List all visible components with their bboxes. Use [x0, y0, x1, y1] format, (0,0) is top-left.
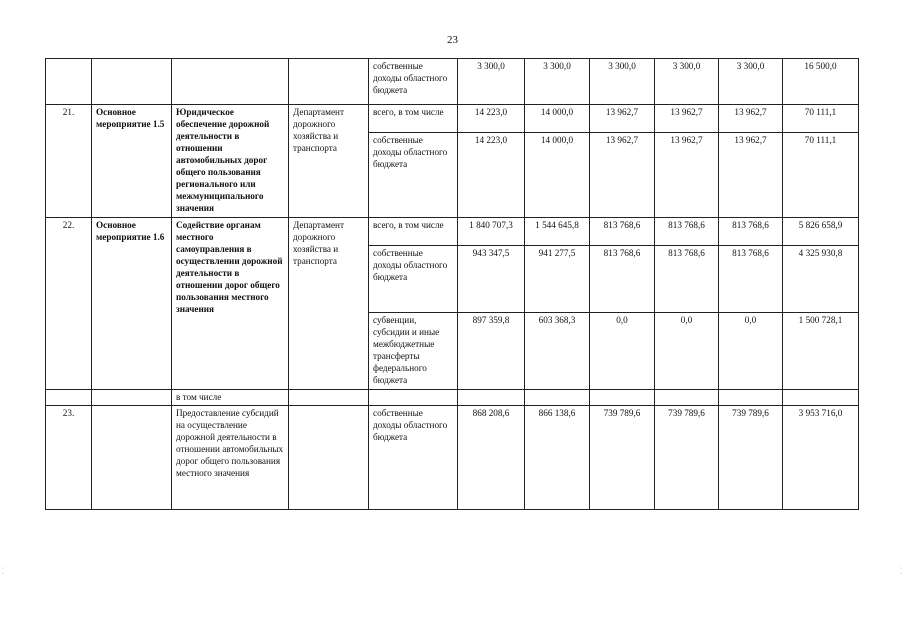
value-cell: 739 789,6: [590, 406, 655, 510]
row-index-cell: [46, 59, 92, 105]
funding-source-cell: всего, в том числе: [369, 218, 458, 246]
row-index-cell: 22.: [46, 218, 92, 390]
measure-title-cell: [172, 59, 289, 105]
budget-table: [45, 58, 859, 510]
measure-title-cell: Содействие органам местного самоуправления в осуществлении дорожной деятельности в отношении дорог общего пользования местного значения: [172, 218, 289, 390]
measure-name-cell: [92, 59, 172, 105]
funding-source-cell: [369, 390, 458, 406]
total-cell: 4 325 930,8: [783, 246, 859, 313]
value-cell: 14 000,0: [525, 105, 590, 133]
executor-cell: [289, 59, 369, 105]
value-cell: 3 300,0: [655, 59, 719, 105]
measure-title-cell: Предоставление субсидий на осуществление дорожной деятельности в отношении автомобильных дорог общего пользования местного значения: [172, 406, 289, 510]
value-cell: 866 138,6: [525, 406, 590, 510]
page-number: 23: [447, 34, 458, 46]
value-cell: [719, 390, 783, 406]
value-cell: [525, 390, 590, 406]
value-cell: 813 768,6: [719, 218, 783, 246]
scan-margin-mark: : -: [900, 566, 902, 577]
funding-source-cell: собственные доходы областного бюджета: [369, 246, 458, 313]
value-cell: 0,0: [719, 313, 783, 390]
total-cell: 16 500,0: [783, 59, 859, 105]
row-index-cell: 23.: [46, 406, 92, 510]
table-row: [46, 406, 859, 510]
scan-margin-mark: : -: [2, 566, 4, 577]
row-index-cell: [46, 390, 92, 406]
value-cell: [458, 390, 525, 406]
value-cell: 14 223,0: [458, 133, 525, 218]
executor-cell: Департамент дорожного хозяйства и транспорта: [289, 218, 369, 390]
value-cell: 603 368,3: [525, 313, 590, 390]
total-cell: 5 826 658,9: [783, 218, 859, 246]
measure-name-cell: Основное мероприятие 1.6: [92, 218, 172, 390]
value-cell: 13 962,7: [590, 105, 655, 133]
value-cell: 813 768,6: [655, 246, 719, 313]
value-cell: 813 768,6: [655, 218, 719, 246]
total-cell: 1 500 728,1: [783, 313, 859, 390]
value-cell: 13 962,7: [719, 133, 783, 218]
value-cell: 813 768,6: [590, 218, 655, 246]
total-cell: 70 111,1: [783, 133, 859, 218]
value-cell: 3 300,0: [590, 59, 655, 105]
funding-source-cell: собственные доходы областного бюджета: [369, 133, 458, 218]
table-row: [46, 59, 859, 105]
total-cell: 70 111,1: [783, 105, 859, 133]
value-cell: 3 300,0: [525, 59, 590, 105]
value-cell: 813 768,6: [719, 246, 783, 313]
measure-name-cell: Основное мероприятие 1.5: [92, 105, 172, 218]
table-row: [46, 390, 859, 406]
funding-source-cell: всего, в том числе: [369, 105, 458, 133]
measure-name-cell: [92, 406, 172, 510]
row-index-cell: 21.: [46, 105, 92, 218]
value-cell: 739 789,6: [719, 406, 783, 510]
value-cell: [590, 390, 655, 406]
value-cell: 897 359,8: [458, 313, 525, 390]
value-cell: 14 223,0: [458, 105, 525, 133]
value-cell: 1 544 645,8: [525, 218, 590, 246]
value-cell: 3 300,0: [458, 59, 525, 105]
measure-name-cell: [92, 390, 172, 406]
value-cell: 13 962,7: [719, 105, 783, 133]
funding-source-cell: собственные доходы областного бюджета: [369, 406, 458, 510]
value-cell: 813 768,6: [590, 246, 655, 313]
total-cell: [783, 390, 859, 406]
value-cell: 0,0: [590, 313, 655, 390]
measure-title-cell: Юридическое обеспечение дорожной деятельности в отношении автомобильных дорог общего пользования регионального или межмуниципального значения: [172, 105, 289, 218]
funding-source-cell: собственные доходы областного бюджета: [369, 59, 458, 105]
value-cell: 941 277,5: [525, 246, 590, 313]
value-cell: [655, 390, 719, 406]
table-row: [46, 218, 859, 246]
value-cell: 1 840 707,3: [458, 218, 525, 246]
funding-source-cell: субвенции, субсидии и иные межбюджетные трансферты федерального бюджета: [369, 313, 458, 390]
executor-cell: [289, 390, 369, 406]
total-cell: 3 953 716,0: [783, 406, 859, 510]
value-cell: 943 347,5: [458, 246, 525, 313]
value-cell: 13 962,7: [655, 133, 719, 218]
value-cell: 3 300,0: [719, 59, 783, 105]
executor-cell: Департамент дорожного хозяйства и транспорта: [289, 105, 369, 218]
executor-cell: [289, 406, 369, 510]
subheader-cell: в том числе: [172, 390, 289, 406]
value-cell: 13 962,7: [590, 133, 655, 218]
value-cell: 13 962,7: [655, 105, 719, 133]
value-cell: 868 208,6: [458, 406, 525, 510]
value-cell: 739 789,6: [655, 406, 719, 510]
value-cell: 14 000,0: [525, 133, 590, 218]
value-cell: 0,0: [655, 313, 719, 390]
table-row: [46, 105, 859, 133]
